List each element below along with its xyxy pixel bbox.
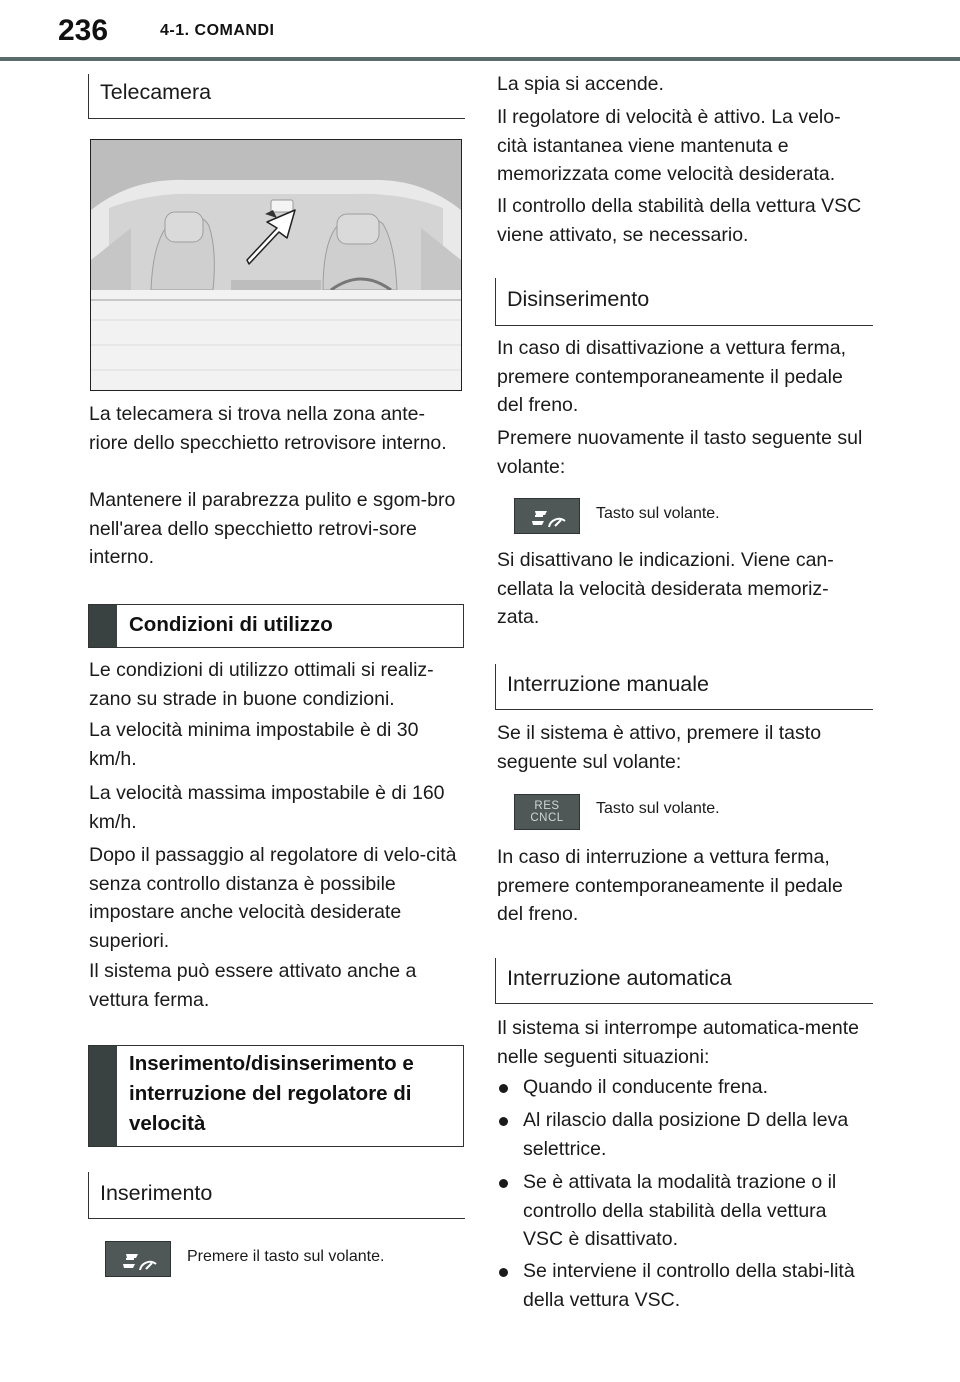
list-item-text: Se è attivata la modalità trazione o il controllo della stabilità della vettura VSC è disattivato. [523, 1171, 837, 1250]
activation-key-label: Premere il tasto sul volante. [187, 1248, 385, 1265]
bullet-icon [499, 1268, 508, 1277]
deactivation-key-label: Tasto sul volante. [596, 505, 720, 522]
list-item [499, 1168, 869, 1254]
section-heading-camera-text: Telecamera [100, 80, 212, 104]
section-heading-manual-interruption-text: Interruzione manuale [507, 672, 709, 696]
list-item-text: Al rilascio dalla posizione D della leva selettrice. [523, 1109, 849, 1160]
section-heading-manual-interruption [495, 664, 873, 710]
list-item [499, 1106, 869, 1163]
deactivation-paragraph-2: Premere nuovamente il tasto seguente sul volante: [497, 427, 863, 478]
bullet-icon [499, 1084, 508, 1093]
section-heading-switching-text: Inserimento/disinserimento e interruzione del regolatore di velocità [129, 1052, 414, 1135]
bullet-icon [499, 1117, 508, 1126]
section-heading-conditions [88, 604, 464, 648]
page-number: 236 [58, 14, 109, 47]
heading-bar [89, 605, 117, 647]
conditions-paragraph-5: Il sistema può essere attivato anche a vettura ferma. [89, 960, 417, 1011]
list-item-text: Se interviene il controllo della stabi-lità della vettura VSC. [523, 1260, 855, 1311]
conditions-paragraph-2: La velocità minima impostabile è di 30 km/h. [89, 719, 419, 770]
list-item-text: Quando il conducente frena. [523, 1076, 769, 1098]
camera-paragraph-1: La telecamera si trova nella zona ante-riore dello specchietto retrovisore interno. [89, 403, 447, 454]
res-key-line-2: CNCL [530, 812, 564, 824]
section-heading-deactivation-text: Disinserimento [507, 287, 650, 311]
list-item [499, 1257, 869, 1314]
chapter-title: 4-1. COMANDI [160, 22, 275, 39]
cruise-control-key [105, 1241, 171, 1277]
section-heading-switching [88, 1045, 464, 1147]
conditions-paragraph-1: Le condizioni di utilizzo ottimali si realiz-zano su strade in buone condizioni. [89, 659, 434, 710]
section-heading-camera [88, 74, 465, 119]
steering-wheel-cruise-icon [515, 499, 579, 533]
page-header [0, 0, 960, 62]
section-heading-automatic-interruption-text: Interruzione automatica [507, 966, 732, 990]
cruise-control-key [514, 498, 580, 534]
section-heading-activation-text: Inserimento [100, 1181, 213, 1205]
manual-paragraph-2: In caso di interruzione a vettura ferma, premere contemporaneamente il pedale del freno. [497, 846, 843, 925]
manual-key-label: Tasto sul volante. [596, 800, 720, 817]
section-heading-automatic-interruption [495, 958, 873, 1004]
res-key-line-1: RES [534, 800, 560, 812]
res-cncl-key [514, 794, 580, 830]
section-heading-deactivation [495, 278, 873, 326]
activation-paragraph-1: La spia si accende. [497, 73, 664, 95]
manual-paragraph-1: Se il sistema è attivo, premere il tasto seguente sul volante: [497, 722, 822, 773]
activation-paragraph-3: Il controllo della stabilità della vettura VSC viene attivato, se necessario. [497, 195, 862, 246]
header-rule [0, 57, 960, 61]
activation-paragraph-2: Il regolatore di velocità è attivo. La velo-cità istantanea viene mantenuta e memorizzata come velocità desiderata. [497, 106, 841, 185]
conditions-paragraph-4: Dopo il passaggio al regolatore di velo-cità senza controllo distanza è possibile impostare anche velocità desiderate superiori. [89, 844, 457, 952]
camera-paragraph-2: Mantenere il parabrezza pulito e sgom-bro nell'area dello specchietto retrovi-sore interno. [89, 489, 456, 568]
car-interior-illustration [91, 140, 461, 390]
deactivation-paragraph-1: In caso di disattivazione a vettura ferma, premere contemporaneamente il pedale del freno. [497, 337, 847, 416]
section-heading-conditions-text: Condizioni di utilizzo [129, 613, 333, 636]
deactivation-paragraph-3: Si disattivano le indicazioni. Viene can-cellata la velocità desiderata memoriz-zata. [497, 549, 834, 628]
conditions-paragraph-3: La velocità massima impostabile è di 160 km/h. [89, 782, 445, 833]
camera-location-photo [90, 139, 462, 391]
bullet-icon [499, 1179, 508, 1188]
automatic-paragraph-1: Il sistema si interrompe automatica-mente nelle seguenti situazioni: [497, 1017, 859, 1068]
section-heading-activation [88, 1172, 465, 1219]
list-item [499, 1073, 869, 1102]
steering-wheel-cruise-icon [106, 1242, 170, 1276]
heading-bar [89, 1046, 117, 1146]
